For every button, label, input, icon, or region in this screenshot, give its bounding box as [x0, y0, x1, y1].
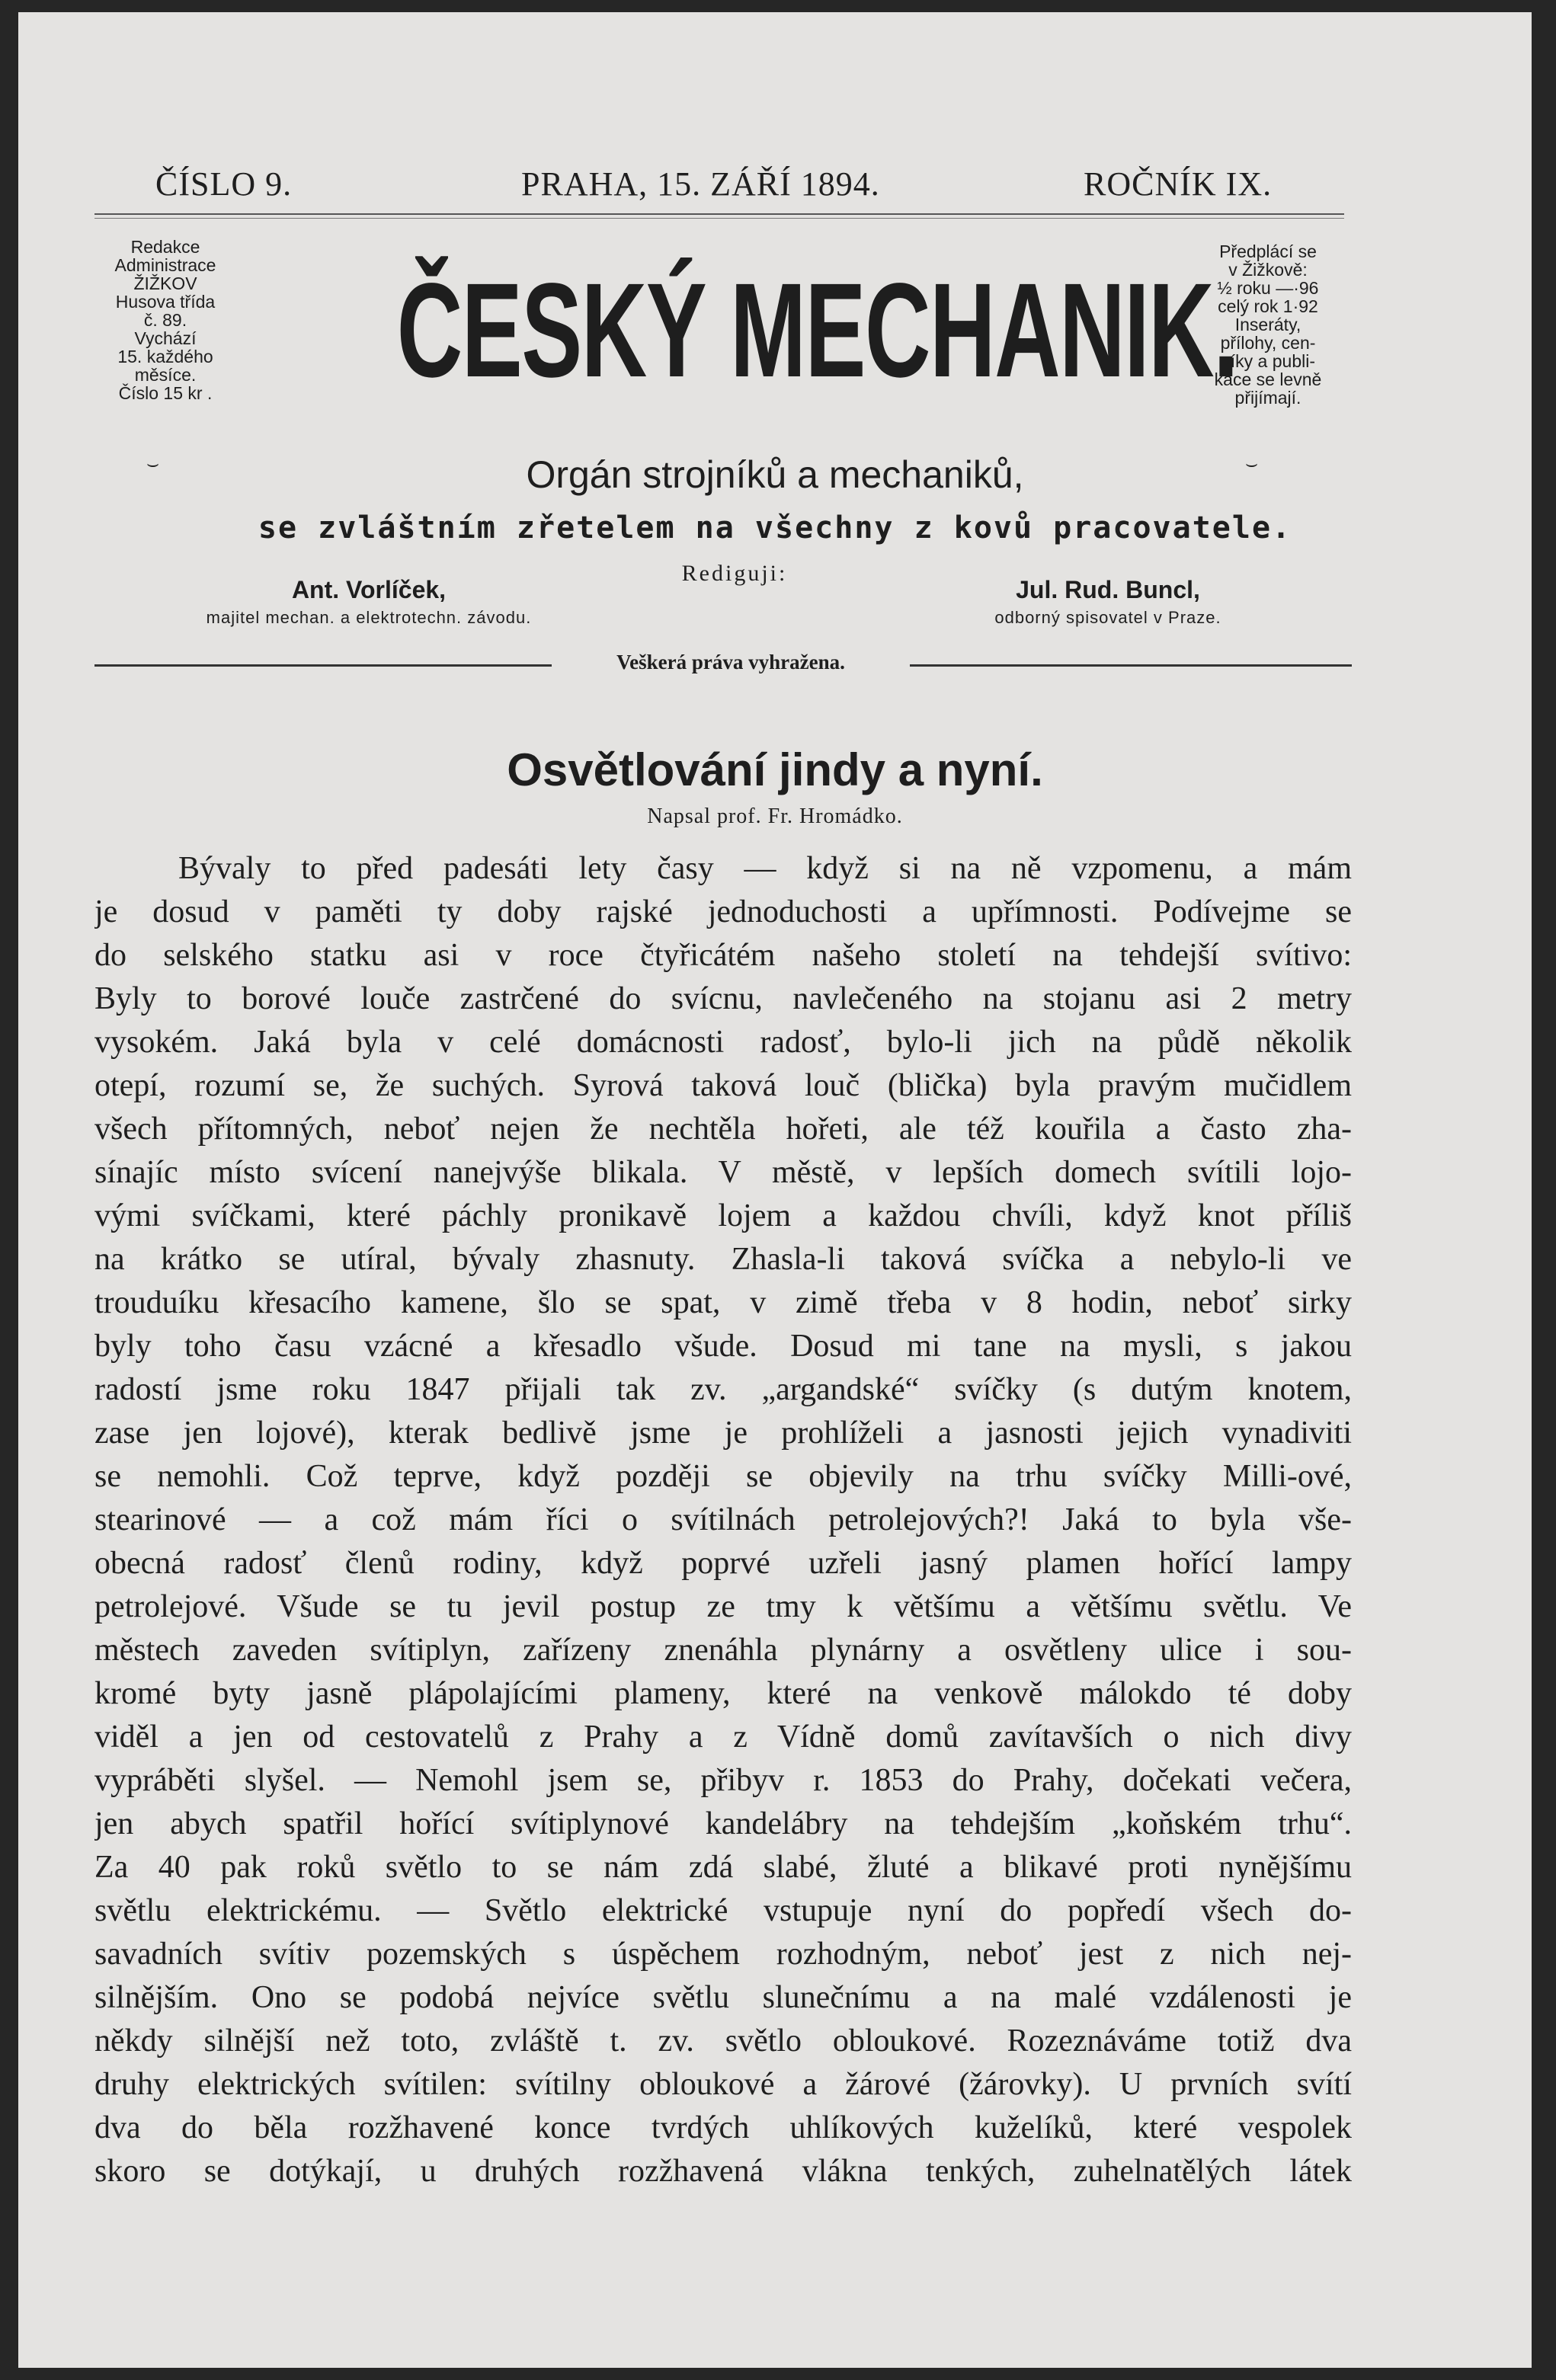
left-info-line: Husova třída [115, 292, 216, 312]
article-line: je dosud v paměti ty doby rajské jednoduchosti a upřímnosti. Podívejme se [94, 894, 1352, 929]
rights-rule-right [910, 664, 1352, 667]
rights-rule-left [94, 664, 552, 667]
article-line: jen abych spatřil hořící svítiplynové kandelábry na tehdejším „koňském trhu“. [94, 1806, 1352, 1841]
right-info-line: ½ roku —·96 [1217, 278, 1319, 298]
left-info-box [85, 238, 245, 402]
article-line: vypráběti slyšel. — Nemohl jsem se, přibyv r. 1853 do Prahy, dočekati večera, [94, 1763, 1352, 1798]
editor-right-role: odborný spisovatel v Praze. [994, 608, 1221, 627]
article-line: byly toho času vzácné a křesadlo všude. Dosud mi tane na mysli, s jakou [94, 1329, 1352, 1364]
place-date: PRAHA, 15. ZÁŘÍ 1894. [521, 165, 880, 203]
article-line: někdy silnější než toto, zvláště t. zv. světlo obloukové. Rozeznáváme totiž dva [94, 2023, 1352, 2059]
article-line: vysokém. Jaká byla v celé domácnosti radosť, bylo-li jich na půdě několik [94, 1025, 1352, 1060]
article-byline: Napsal prof. Fr. Hromádko. [647, 805, 903, 828]
left-info-line: Administrace [114, 255, 216, 275]
article-line: Byly to borové louče zastrčené do svícnu, navlečeného na stojanu asi 2 metry [94, 981, 1352, 1016]
article-line: radostí jsme roku 1847 přijali tak zv. „argandské“ svíčky (s dutým knotem, [94, 1372, 1352, 1407]
article-body [94, 847, 1352, 2193]
article-line: druhy elektrických svítilen: svítilny obloukové a žárové (žárovky). U prvních svítí [94, 2067, 1352, 2102]
subtitle: Orgán strojníků a mechaniků, [526, 453, 1024, 496]
right-info-line: přílohy, cen- [1220, 333, 1316, 353]
article-line: savadních svítiv pozemských s úspěchem rozhodným, neboť jest z nich nej- [94, 1937, 1352, 1972]
right-info-box [1184, 242, 1352, 407]
article-line: viděl a jen od cestovatelů z Prahy a z Vídně domů zavítavších o nich divy [94, 1719, 1352, 1755]
left-info-line: Redakce [130, 237, 200, 257]
header-rule [94, 213, 1344, 219]
masthead-title: ČESKÝ MECHANIK. [396, 256, 1238, 405]
article-line: stearinové — a což mám říci o svítilnách petrolejových?! Jaká to byla vše- [94, 1502, 1352, 1537]
rights-notice: Veškerá práva vyhražena. [616, 651, 845, 673]
article-line: silnějším. Ono se podobá nejvíce světlu slunečnímu a na malé vzdálenosti je [94, 1980, 1352, 2015]
article-line: Bývaly to před padesáti lety časy — když si na ně vzpomenu, a mám [178, 851, 1352, 886]
left-info-line: Číslo 15 kr . [118, 383, 213, 403]
article-line: dva do běla rozžhavené konce tvrdých uhlíkových kuželíků, které vespolek [94, 2110, 1352, 2145]
left-info-line: měsíce. [134, 365, 197, 385]
editor-left-name: Ant. Vorlíček, [291, 576, 447, 603]
article-line: se nemohli. Což teprve, když později se objevily na trhu svíčky Milli-ové, [94, 1459, 1352, 1494]
ornament-right: ⌣ [1245, 453, 1259, 475]
article-line: všech přítomných, neboť nejen že nechtěla hořeti, ale též kouřila a často zha- [94, 1112, 1352, 1147]
left-info-line: 15. každého [117, 347, 213, 366]
right-info-line: níky a publi- [1220, 351, 1315, 371]
article-line: na krátko se utíral, bývaly zhasnuty. Zhasla-li taková svíčka a nebylo-li ve [94, 1242, 1352, 1277]
right-info-line: celý rok 1·92 [1218, 296, 1318, 316]
right-info-line: Inseráty, [1234, 315, 1301, 334]
article-line: obecná radosť členů rodiny, když poprvé uzřeli jasný plamen hořící lampy [94, 1546, 1352, 1581]
article-line: trouduíku křesacího kamene, šlo se spat, v zimě třeba v 8 hodin, neboť sirky [94, 1285, 1352, 1320]
left-info-line: ŽIŽKOV [133, 274, 197, 293]
left-info-line: Vychází [134, 328, 197, 348]
right-info-line: přijímají. [1234, 388, 1301, 408]
editor-left-role: majitel mechan. a elektrotechn. závodu. [206, 608, 532, 627]
article-line: vými svíčkami, které páchly pronikavě lojem a každou chvíli, když knot příliš [94, 1198, 1352, 1233]
article-line: petrolejové. Všude se tu jevil postup ze tmy k většímu a většímu světlu. Ve [94, 1589, 1352, 1624]
subtitle-secondary: se zvláštním zřetelem na všechny z kovů pracovatele. [258, 510, 1292, 545]
editor-right-name: Jul. Rud. Buncl, [1016, 576, 1200, 603]
right-info-line: v Žižkově: [1228, 260, 1308, 280]
ornament-left: ⌣ [146, 453, 160, 475]
article-line: zase jen lojové), kterak bedlivě jsme je prohlíželi a jasnosti jejich vynadiviti [94, 1416, 1352, 1451]
article-line: světlu elektrickému. — Světlo elektrické vstupuje nyní do popředí všech do- [94, 1893, 1352, 1928]
article-line: sínajíc místo svícení nanejvýše blikala. V městě, v lepších domech svítili lojo- [94, 1155, 1352, 1190]
article-line: městech zaveden svítiplyn, zařízeny znenáhla plynárny a osvětleny ulice i sou- [94, 1633, 1352, 1668]
article-line: Za 40 pak roků světlo to se nám zdá slabé, žluté a blikavé proti nynějšímu [94, 1850, 1352, 1885]
article-line: otepí, rozumí se, že suchých. Syrová taková louč (blička) byla pravým mučidlem [94, 1068, 1352, 1103]
right-info-line: kace se levně [1214, 369, 1322, 389]
article-line: skoro se dotýkají, u druhých rozžhavená vlákna tenkých, zuhelnatělých látek [94, 2154, 1352, 2189]
right-info-line: Předplácí se [1219, 242, 1317, 261]
volume-number: ROČNÍK IX. [1084, 165, 1273, 203]
editors-label: Rediguji: [681, 561, 788, 586]
article-line: kromé byty jasně plápolajícími plameny, které na venkově málokdo té doby [94, 1676, 1352, 1711]
article-title: Osvětlování jindy a nyní. [507, 744, 1043, 795]
issue-number: ČÍSLO 9. [155, 165, 293, 203]
newspaper-page [18, 12, 1532, 2368]
article-line: do selského statku asi v roce čtyřicátém našeho století na tehdejší svítivo: [94, 938, 1352, 973]
left-info-line: č. 89. [143, 310, 187, 330]
